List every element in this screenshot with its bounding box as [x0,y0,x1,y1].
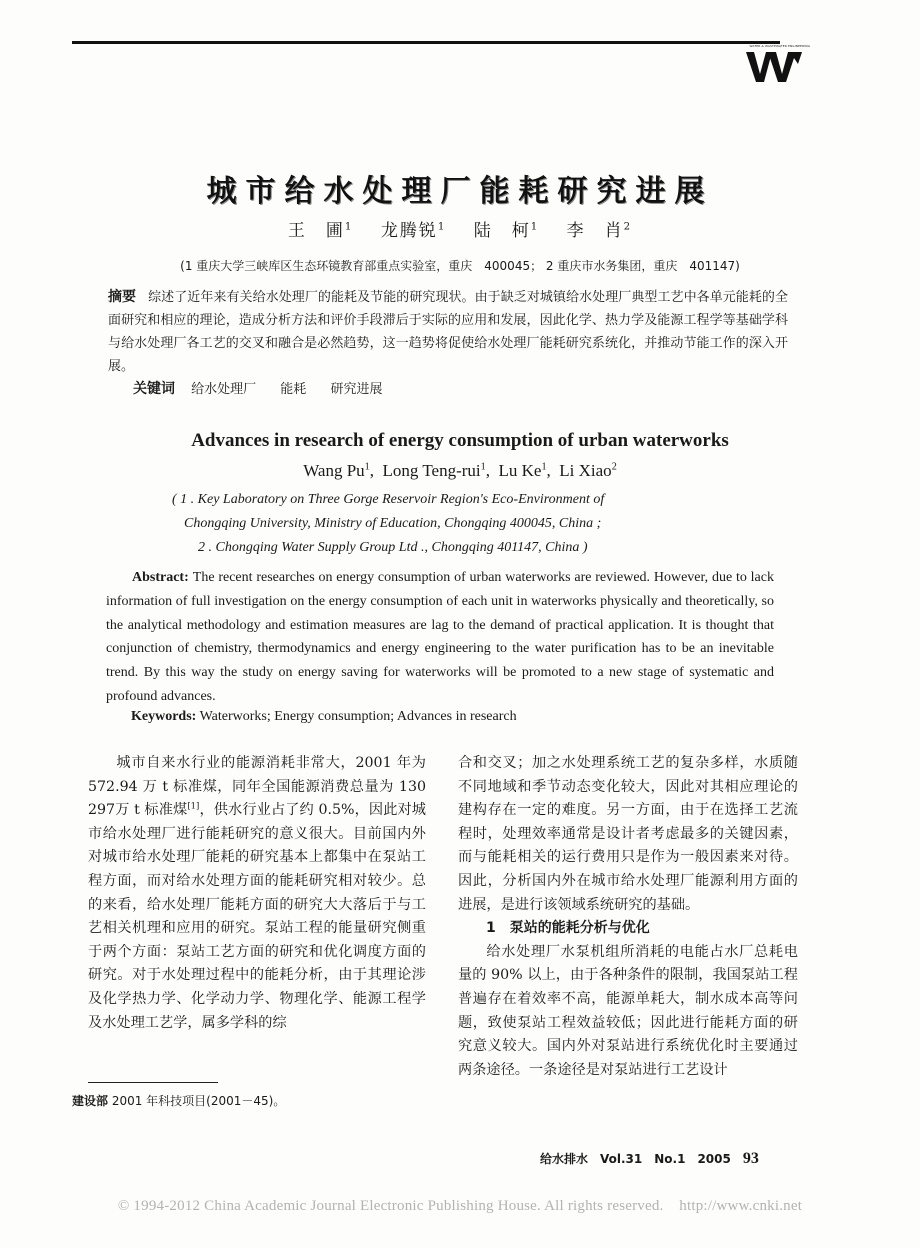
abstract-cn [108,286,788,378]
header-rule [72,41,780,44]
body-paragraph: 合和交叉；加之水处理系统工艺的复杂多样，水质随不同地域和季节动态变化较大，因此对其相应理论的建构存在一定的难度。另一方面，由于在选择工艺流程时，处理效率通常是设计者考虑最多的关键因素，而与能耗相关的运行费用只是作为一般因素来对待。因此，分析国内外在城市给水处理厂能源利用方面的进展，是进行该领域系统研究的基础。 [458,755,798,913]
author-cn: 李 肖$^2$ [566,221,633,241]
journal-logo [740,44,810,86]
citation-ref: [1] [187,801,200,812]
authors-cn [0,216,920,241]
body-paragraph: 城市自来水行业的能源消耗非常大，2001 年为 572.94 万 t 标准煤，同年全国能源消费总量为 130 297万 t 标准煤[1]，供水行业占了约 0.5%，因此对城市给水处理厂进行能耗研究的意义很大。目前国内外对城市给水处理厂能耗的研究基本上都集中在泵站工程方面，而对给水处理方面的能耗研究相对较少。总的来看，给水处理厂能耗方面的研究大大落后于与工艺相关机理和应用的研究。泵站工程的能量研究侧重于两个方面：泵站工艺方面的研究和优化调度方面的研究。对于水处理过程中的能耗分析，由于其理论涉及化学热力学、化学动力学、物理化学、能源工程学及水处理工艺学，属多学科的综 [88,755,426,1031]
keywords-en-label: Keywords: [131,709,197,724]
journal-footer [540,1150,759,1168]
body-paragraph: 给水处理厂水泵机组所消耗的电能占水厂总耗电量的 90% 以上，由于各种条件的限制，我国泵站工程普遍存在着效率不高，能源单耗大，制水成本高等问题，致使泵站工程效益较低；因此进行能耗方面的研究意义较大。国内外对泵站进行系统优化时主要通过两条途径。一条途径是对泵站进行工艺设计 [458,943,798,1078]
section-heading: 1 泵站的能耗分析与优化 [486,920,650,937]
page-number: 93 [742,1150,759,1167]
keywords-en [131,709,517,725]
author-cn: 龙腾锐$^1$ [380,221,447,241]
keyword-cn: 能耗 [280,382,307,397]
abstract-cn-text: 综述了近年来有关给水处理厂的能耗及节能的研究现状。由于缺乏对城镇给水处理厂典型工艺中各单元能耗的全面研究和相应的理论，造成分析方法和评价手段滞后于实际的应用和发展，因此化学、热力学及能源工程学等基础学科与给水处理厂各工艺的交叉和融合是必然趋势，这一趋势将促使给水处理厂能耗研究系统化，并推动节能工作的深入开展。 [108,290,788,374]
ww-logo-icon [740,44,810,86]
footnote: 建设部 2001 年科技项目(2001－45)。 [72,1094,286,1108]
keyword-cn: 给水处理厂 [191,382,257,397]
keyword-cn: 研究进展 [330,382,383,397]
author-cn: 陆 柯$^1$ [473,221,540,241]
body-column-right [458,752,798,1082]
affiliation-en-line: Chongqing University, Ministry of Education, Chongqing 400045, China ; [184,516,602,531]
copyright-notice: © 1994-2012 China Academic Journal Electronic Publishing House. All rights reserved. http://www.cnki.net [117,1198,803,1214]
abstract-cn-label: 摘要 [108,289,137,305]
keywords-en-text: Waterworks; Energy consumption; Advances in research [199,709,517,724]
keywords-cn-label: 关键词 [133,381,175,397]
page-title-en: Advances in research of energy consumption of urban waterworks [191,430,729,451]
journal-name: 给水排水 Vol.31 No.1 2005 [540,1152,731,1166]
authors-en: Wang Pu$^1$, Long Teng-rui$^1$, Lu Ke$^1$, Li Xiao$^2$ [303,461,617,480]
footnote-rule [88,1082,218,1083]
logo-tagline: WATER & WASTEWATER ENGINEERING [749,44,810,48]
affiliation-en [150,488,770,560]
abstract-en [106,566,774,709]
author-cn: 王 圃$^1$ [287,221,354,241]
affiliation-en-line: ( 1 . Key Laboratory on Three Gorge Reservoir Region's Eco-Environment of [172,492,605,507]
keywords-cn [133,378,402,398]
abstract-en-label: Abstract: [132,570,189,585]
affiliation-cn: (1 重庆大学三峡库区生态环镜教育部重点实验室，重庆 400045； 2 重庆市水务集团，重庆 401147) [180,259,740,273]
page-title-cn: 城市给水处理厂能耗研究进展 [206,174,714,209]
affiliation-en-line: 2 . Chongqing Water Supply Group Ltd ., Chongqing 401147, China ) [198,540,588,555]
body-column-left [88,752,426,1035]
abstract-en-text: The recent researches on energy consumption of urban waterworks are reviewed. However, due to lack information of full investigation on the energy consumption of each unit in waterworks physically and theoretically, so the analytical methodology and estimation measures are lag to the demand of practical application. It is thought that conjunction of chemistry, thermodynamics and energy engineering to the water purification has to be an inevitable trend. By this way the study on energy saving for waterworks will be promoted to a new stage of systematic and profound advances. [106,570,774,704]
